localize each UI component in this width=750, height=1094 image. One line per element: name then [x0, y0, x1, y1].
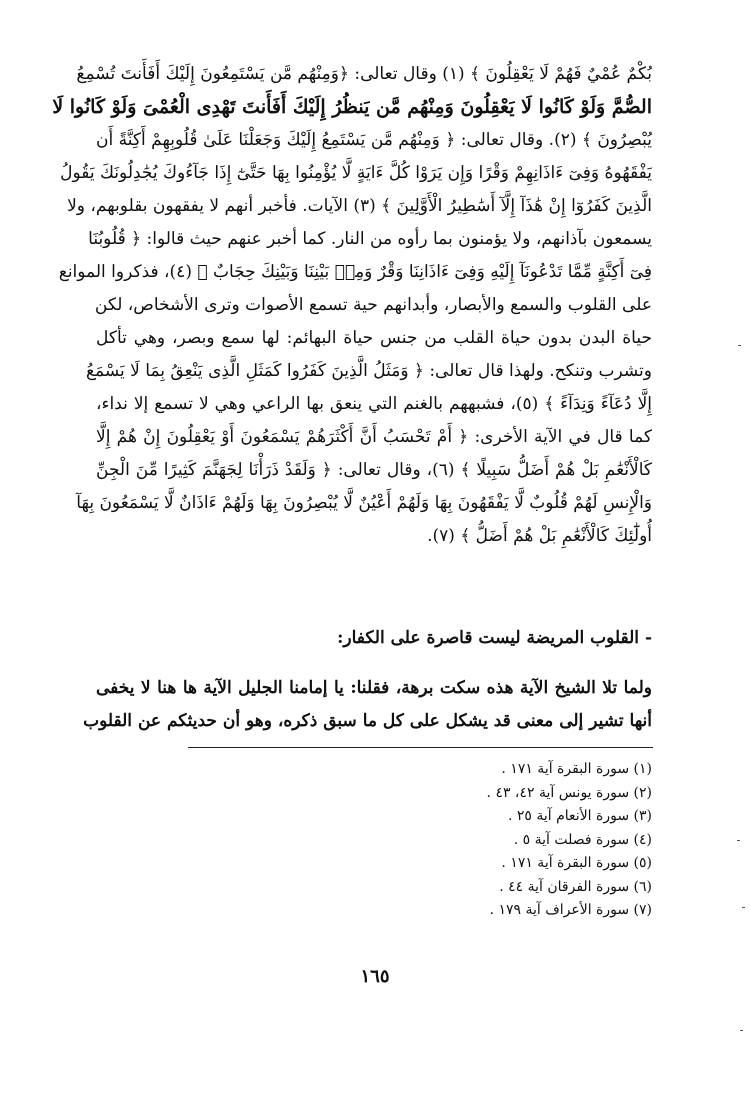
- footnote: (٥) سورة البقرة آية ١٧١ .: [501, 855, 652, 871]
- body-line: حياة البدن بدون حياة القلب من جنس حياة البهائم: لها سمع وبصر، وهي تأكل: [96, 328, 652, 348]
- footnote: (٦) سورة الفرقان آية ٤٤ .: [499, 878, 652, 895]
- body-line: يَفْقَهُوهُ وَفِىٓ ءَاذَانِهِمْ وَقْرًا وَإِن يَرَوْا كُلَّ ءَايَةٍ لَّا يُؤْمِنُوا بِهَا حَتَّىٰٓ إِذَا جَآءُوكَ يُجَٰدِلُونَكَ يَقُولُ: [60, 163, 652, 183]
- footnote: (٧) سورة الأعراف آية ١٧٩ .: [489, 902, 652, 918]
- scan-speck: [740, 1030, 743, 1031]
- body-line: يسمعون بآذانهم، ولا يؤمنون بما رأوه من النار. كما أخبر عنهم حيث قالوا: ﴿ قُلُوبُنَا: [88, 229, 652, 249]
- scan-speck: [738, 345, 741, 346]
- page-number: ١٦٥: [360, 966, 390, 987]
- paragraph-line: ولما تلا الشيخ الآية هذه سكت برهة، فقلنا: يا إمامنا الجليل الآية ها هنا لا يخفى: [96, 678, 652, 698]
- footnote: (٣) سورة الأنعام آية ٢٥ .: [507, 808, 652, 824]
- body-line: الَّذِينَ كَفَرُوٓا إِنْ هَٰذَآ إِلَّآ أَسَٰطِيرُ الْأَوَّلِينَ ﴾ (٣) الآيات. فأخبر أنهم لا يفقهون بقلوبهم، ولا: [67, 196, 652, 216]
- body-line: كما قال في الآية الأخرى: ﴿ أَمْ تَحْسَبُ أَنَّ أَكْثَرَهُمْ يَسْمَعُونَ أَوْ يَعْقِلُونَ إِنْ هُمْ إِلَّا: [96, 427, 652, 447]
- body-line: على القلوب والسمع والأبصار، وأبدانهم حية تسمع الأصوات وترى الأشخاص، لكن: [94, 295, 652, 315]
- body-line: يُبْصِرُونَ ﴾ (٢). وقال تعالى: ﴿ وَمِنْهُم مَّن يَسْتَمِعُ إِلَيْكَ وَجَعَلْنَا عَلَىٰ قُلُوبِهِمْ أَكِنَّةً أَن: [96, 130, 652, 150]
- footnote: (١) سورة البقرة آية ١٧١ .: [501, 761, 652, 777]
- footnotes: [352, 758, 652, 923]
- scan-speck: [737, 840, 740, 841]
- body-line: وَالْإِنسِ لَهُمْ قُلُوبٌ لَّا يَفْقَهُونَ بِهَا وَلَهُمْ أَعْيُنٌ لَّا يُبْصِرُونَ بِهَا وَلَهُمْ ءَاذَانٌ لَّا يَسْمَعُونَ بِهَآ: [76, 493, 652, 513]
- footnote-divider: [188, 747, 653, 748]
- main-text: [52, 58, 652, 553]
- body-line: كَالْأَنْعَٰمِ بَلْ هُمْ أَضَلُّ سَبِيلًا ﴾ (٦)، وقال تعالى: ﴿ وَلَقَدْ ذَرَأْنَا لِجَهَنَّمَ كَثِيرًا مِّنَ الْجِنِّ: [96, 460, 652, 480]
- body-line: وتشرب وتنكح. ولهذا قال تعالى: ﴿ وَمَثَلُ الَّذِينَ كَفَرُوا كَمَثَلِ الَّذِى يَنْعِقُ بِمَا لَا يَسْمَعُ: [86, 361, 652, 381]
- footnote: (٢) سورة يونس آية ٤٢، ٤٣ .: [486, 784, 652, 801]
- scan-speck: [742, 907, 745, 908]
- body-line: أُولَٰٓئِكَ كَالْأَنْعَٰمِ بَلْ هُمْ أَضَلُّ ﴾ (٧).: [427, 526, 652, 546]
- section-heading: - القلوب المريضة ليست قاصرة على الكفار:: [337, 628, 652, 648]
- footnote: (٤) سورة فصلت آية ٥ .: [513, 831, 652, 848]
- body-line: إِلَّا دُعَآءً وَنِدَآءً ﴾ (٥)، فشبههم بالغنم التي ينعق بها الراعي وهي لا تسمع إلا نداء،: [96, 394, 652, 414]
- paragraph-line: أنها تشير إلى معنى قد يشكل على كل ما سبق ذكره، وهو أن حديثكم عن القلوب: [83, 711, 652, 731]
- body-line: فِىٓ أَكِنَّةٍ مِّمَّا تَدْعُونَآ إِلَيْهِ وَفِىٓ ءَاذَانِنَا وَقْرٌ وَمِنۢ بَيْنِنَا وَبَيْنِكَ حِجَابٌ ﴾ (٤)، فذكروا الموانع: [58, 262, 652, 282]
- section-paragraph: [83, 672, 652, 738]
- body-line: بُكْمٌ عُمْيٌ فَهُمْ لَا يَعْقِلُونَ ﴾ (١) وقال تعالى: ﴿وَمِنْهُم مَّن يَسْتَمِعُونَ إِلَيْكَ أَفَأَنتَ تُسْمِعُ: [76, 64, 652, 84]
- body-line: الصُّمَّ وَلَوْ كَانُوا لَا يَعْقِلُونَ وَمِنْهُم مَّن يَنظُرُ إِلَيْكَ أَفَأَنتَ تَهْدِى الْعُمْىَ وَلَوْ كَانُوا لَا: [52, 96, 652, 118]
